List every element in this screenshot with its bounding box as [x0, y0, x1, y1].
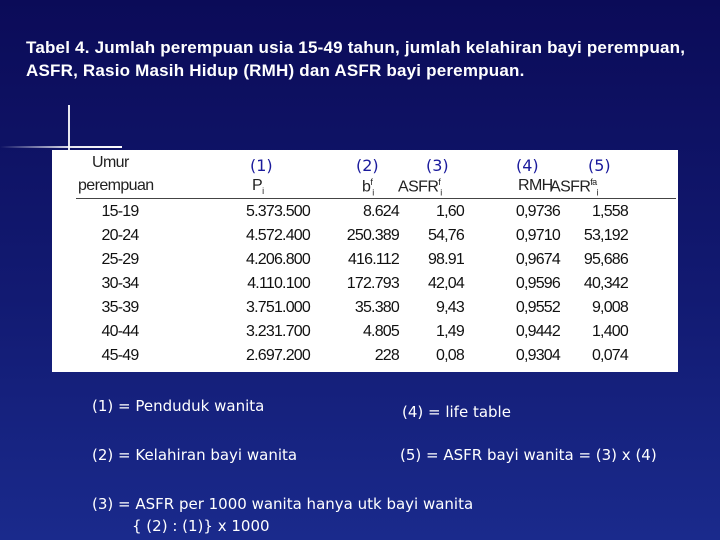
cell-b: 250.389	[346, 227, 399, 244]
legend-item-4: (4) = life table	[402, 403, 511, 421]
header-b-text: b	[362, 178, 371, 196]
cell-b: 172.793	[346, 275, 399, 292]
cell-rmh: 0,9736	[515, 203, 560, 220]
header-asfr-fa-sup: fa	[590, 177, 597, 187]
decorative-horizontal-line	[0, 146, 122, 148]
data-table	[52, 150, 678, 372]
header-asfr-text: ASFR	[398, 178, 439, 196]
cell-p: 4.206.800	[246, 251, 310, 268]
header-asfr-fa-sub: i	[596, 187, 598, 198]
cell-p: 4.572.400	[246, 227, 310, 244]
cell-age: 25-29	[101, 251, 139, 268]
cell-asfr-fa: 1,400	[591, 323, 628, 340]
header-divider	[76, 198, 676, 199]
col-number-2: (2)	[356, 156, 379, 175]
header-umur: Umur	[92, 154, 129, 171]
cell-b: 35.380	[354, 299, 399, 316]
cell-rmh: 0,9552	[515, 299, 560, 316]
cell-age: 40-44	[101, 323, 139, 340]
cell-p: 3.751.000	[246, 299, 310, 316]
cell-asfr-fa: 40,342	[583, 275, 628, 292]
legend-item-3-formula: { (2) : (1)} x 1000	[132, 517, 270, 535]
col-number-1: (1)	[250, 156, 273, 175]
cell-asfr: 1,60	[436, 203, 464, 220]
cell-p: 3.231.700	[246, 323, 310, 340]
col-number-5: (5)	[588, 156, 611, 175]
cell-p: 4.110.100	[247, 275, 310, 292]
header-b	[362, 177, 374, 198]
header-asfr-sub: i	[440, 187, 442, 198]
table-row	[52, 299, 678, 323]
cell-b: 4.805	[362, 323, 399, 340]
cell-age: 35-39	[101, 299, 139, 316]
legend-item-3: (3) = ASFR per 1000 wanita hanya utk bayi wanita	[92, 495, 474, 513]
header-p-text: P	[252, 177, 263, 194]
header-b-sub: i	[372, 187, 374, 198]
legend-item-1: (1) = Penduduk wanita	[92, 397, 265, 415]
cell-age: 45-49	[101, 347, 139, 364]
cell-asfr-fa: 9,008	[591, 299, 628, 316]
cell-asfr-fa: 0,074	[591, 347, 628, 364]
cell-asfr-fa: 53,192	[583, 227, 628, 244]
cell-rmh: 0,9304	[515, 347, 560, 364]
cell-asfr: 42,04	[427, 275, 464, 292]
header-p-sub: i	[262, 186, 264, 197]
cell-age: 15-19	[101, 203, 139, 220]
col-number-4: (4)	[516, 156, 539, 175]
cell-p: 5.373.500	[246, 203, 310, 220]
table-row	[52, 347, 678, 371]
cell-b: 8.624	[362, 203, 399, 220]
col-number-3: (3)	[426, 156, 449, 175]
cell-age: 30-34	[101, 275, 139, 292]
cell-asfr: 98.91	[427, 251, 464, 268]
legend-item-2: (2) = Kelahiran bayi wanita	[92, 446, 298, 464]
cell-asfr: 54,76	[427, 227, 464, 244]
cell-asfr: 0,08	[436, 347, 464, 364]
header-asfr-fa-text: ASFR	[550, 178, 591, 196]
header-asfr	[398, 177, 442, 198]
header-asfr-sup: f	[438, 177, 441, 187]
cell-asfr: 9,43	[436, 299, 464, 316]
cell-age: 20-24	[101, 227, 139, 244]
cell-b: 416.112	[347, 251, 399, 268]
slide-title: Tabel 4. Jumlah perempuan usia 15-49 tahun, jumlah kelahiran bayi perempuan, ASFR, Rasio Masih Hidup (RMH) dan ASFR bayi perempuan.	[26, 38, 686, 80]
cell-b: 228	[374, 347, 399, 364]
cell-asfr: 1,49	[436, 323, 464, 340]
table-row	[52, 275, 678, 299]
table-row	[52, 227, 678, 251]
cell-rmh: 0,9442	[515, 323, 560, 340]
cell-p: 2.697.200	[246, 347, 310, 364]
cell-asfr-fa: 95,686	[583, 251, 628, 268]
header-rmh: RMH	[518, 177, 553, 194]
header-perempuan: perempuan	[78, 177, 154, 194]
header-asfr-fa	[550, 177, 598, 198]
header-p	[252, 177, 263, 196]
cell-asfr-fa: 1,558	[591, 203, 628, 220]
table-row	[52, 203, 678, 227]
cell-rmh: 0,9674	[515, 251, 560, 268]
legend-item-5: (5) = ASFR bayi wanita = (3) x (4)	[400, 446, 657, 464]
cell-rmh: 0,9710	[515, 227, 560, 244]
cell-rmh: 0,9596	[515, 275, 560, 292]
header-b-sup: f	[370, 177, 373, 187]
table-row	[52, 323, 678, 347]
table-row	[52, 251, 678, 275]
